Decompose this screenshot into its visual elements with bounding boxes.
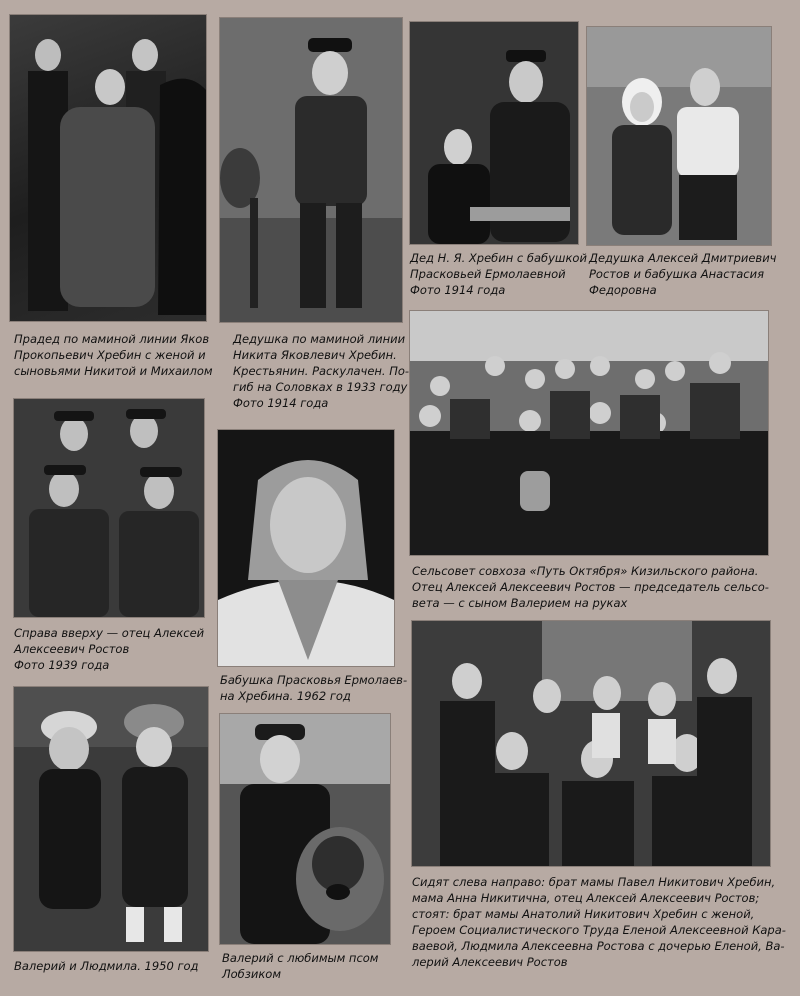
photo-village-council (410, 311, 768, 555)
caption-line: на Хребина. 1962 год (220, 689, 351, 703)
caption-line: вета — с сыном Валерием на руках (412, 596, 628, 610)
caption-line: Валерий и Людмила. 1950 год (14, 959, 199, 973)
caption-line: Сельсовет совхоза «Путь Октября» Кизильского района. (412, 564, 759, 578)
photo-grandmother (218, 430, 394, 666)
photo-two-children (14, 687, 208, 951)
caption-line: мама Анна Никитична, отец Алексей Алексеевич Ростов; (412, 891, 760, 905)
photo-soldier (220, 18, 402, 322)
caption-line: Фото 1939 года (14, 658, 110, 672)
caption-line: Дед Н. Я. Хребин с бабушкой (410, 251, 587, 265)
caption-line: ваевой, Людмила Алексеевна Ростова с дочерью Еленой, Ва- (412, 939, 785, 953)
photo-family-eight (412, 621, 770, 866)
caption-line: Прадед по маминой линии Яков (14, 332, 210, 346)
caption-line: Фото 1914 года (410, 283, 506, 297)
caption-line: Валерий с любимым псом (222, 951, 379, 965)
caption-line: Справа вверху — отец Алексей (14, 626, 205, 640)
caption-line: Отец Алексей Алексеевич Ростов — председатель сельсо- (412, 580, 769, 594)
caption-line: Никита Яковлевич Хребин. (233, 348, 397, 362)
photo-family-group (10, 15, 206, 321)
caption-village-council (412, 563, 769, 611)
caption-line: Прокопьевич Хребин с женой и (14, 348, 206, 362)
caption-line: Героем Социалистического Труда Еленой Алексеевной Кара- (412, 923, 786, 937)
caption-line: Дедушка по маминой линии (233, 332, 406, 346)
caption-line: Фото 1914 года (233, 396, 329, 410)
caption-great-grandfather (14, 331, 213, 379)
caption-line: Прасковьей Ермолаевной (410, 267, 566, 281)
caption-line: стоят: брат мамы Анатолий Никитович Хребин с женой, (412, 907, 755, 921)
photo-couple (410, 22, 578, 244)
caption-line: лерий Алексеевич Ростов (412, 955, 568, 969)
caption-line: Ростов и бабушка Анастасия (589, 267, 765, 281)
photo-elderly-couple (587, 27, 771, 245)
caption-line: Сидят слева направо: брат мамы Павел Никитович Хребин, (412, 875, 776, 889)
caption-family-group (412, 874, 786, 970)
caption-line: Алексеевич Ростов (14, 642, 130, 656)
caption-boy-dog (222, 950, 378, 982)
caption-children (14, 958, 198, 974)
caption-grandmother (220, 672, 407, 704)
caption-father-soldiers (14, 625, 204, 673)
caption-line: сыновьями Никитой и Михаилом (14, 364, 213, 378)
caption-grandparents-khrebin (410, 250, 587, 298)
caption-line: Крестьянин. Раскулачен. По- (233, 364, 410, 378)
photo-four-soldiers (14, 399, 204, 617)
caption-line: Бабушка Прасковья Ермолаев- (220, 673, 408, 687)
photo-boy-with-dog (220, 714, 390, 944)
caption-line: Лобзиком (222, 967, 282, 981)
caption-line: Дедушка Алексей Дмитриевич (589, 251, 777, 265)
caption-line: гиб на Соловках в 1933 году (233, 380, 408, 394)
caption-line: Федоровна (589, 283, 657, 297)
caption-grandfather-nikita (233, 331, 409, 411)
caption-grandparents-rostov (589, 250, 776, 298)
